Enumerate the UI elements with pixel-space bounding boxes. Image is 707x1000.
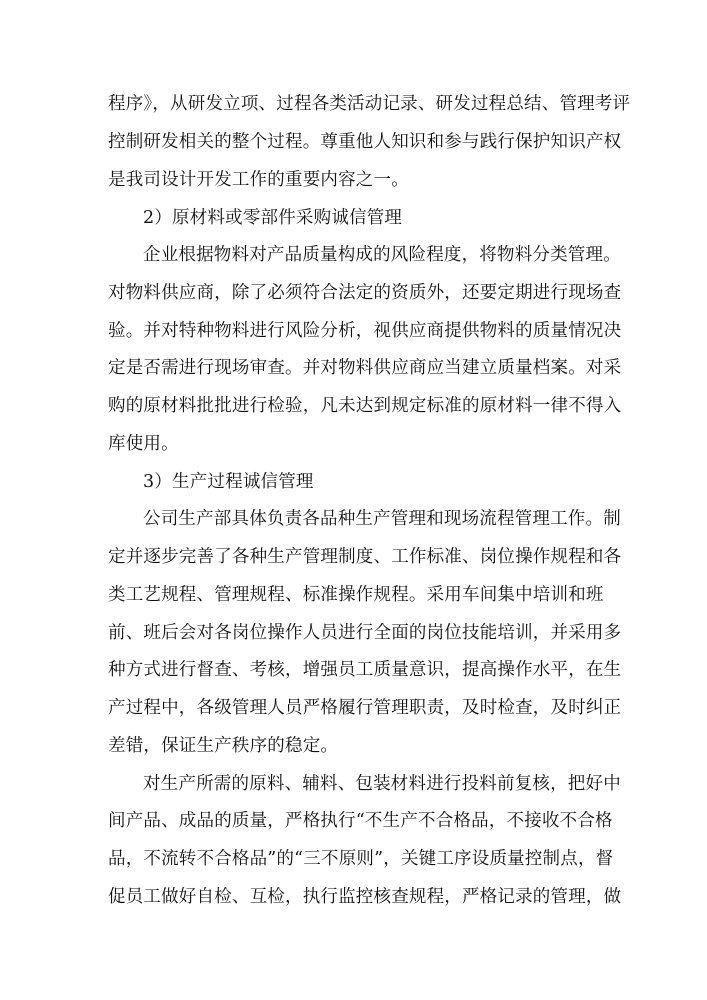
text-line: 前、班后会对各岗位操作人员进行全面的岗位技能培训，并采用多 bbox=[108, 623, 622, 643]
text-line: 品，不流转不合格品”的“三不原则”，关键工序设质量控制点，督 bbox=[108, 849, 614, 869]
section-heading: 2）原材料或零部件采购诚信管理 bbox=[143, 208, 403, 228]
text-line: 种方式进行督查、考核，增强员工质量意识，提高操作水平，在生 bbox=[108, 660, 622, 680]
text-line: 产过程中，各级管理人员严格履行管理职责，及时检查，及时纠正 bbox=[108, 698, 622, 718]
section-heading: 3）生产过程诚信管理 bbox=[143, 472, 314, 492]
text-line: 间产品、成品的质量，严格执行“不生产不合格品，不接收不合格 bbox=[108, 811, 613, 831]
text-line: 程序》，从研发立项、过程各类活动记录、研发过程总结、管理考评 bbox=[108, 94, 631, 114]
text-line: 库使用。 bbox=[108, 434, 179, 454]
text-line: 类工艺规程、管理规程、标准操作规程。采用车间集中培训和班 bbox=[108, 585, 604, 605]
text-line: 定是否需进行现场审查。并对物料供应商应当建立质量档案。对采 bbox=[108, 358, 622, 378]
text-line: 企业根据物料对产品质量构成的风险程度，将物料分类管理。 bbox=[143, 245, 621, 265]
text-line: 对生产所需的原料、辅料、包装材料进行投料前复核，把好中 bbox=[143, 774, 621, 794]
text-line: 定并逐步完善了各种生产管理制度、工作标准、岗位操作规程和各 bbox=[108, 547, 622, 567]
text-line: 控制研发相关的整个过程。尊重他人知识和参与践行保护知识产权 bbox=[108, 132, 622, 152]
text-line: 促员工做好自检、互检，执行监控核查规程，严格记录的管理，做 bbox=[108, 887, 622, 907]
text-line: 购的原材料批批进行检验，凡未达到规定标准的原材料一律不得入 bbox=[108, 396, 622, 416]
text-line: 验。并对特种物料进行风险分析，视供应商提供物料的质量情况决 bbox=[108, 321, 622, 341]
text-line: 公司生产部具体负责各品种生产管理和现场流程管理工作。制 bbox=[143, 509, 621, 529]
text-line: 差错，保证生产秩序的稳定。 bbox=[108, 736, 339, 756]
text-line: 对物料供应商，除了必须符合法定的资质外，还要定期进行现场查 bbox=[108, 283, 622, 303]
text-line: 是我司设计开发工作的重要内容之一。 bbox=[108, 170, 409, 190]
